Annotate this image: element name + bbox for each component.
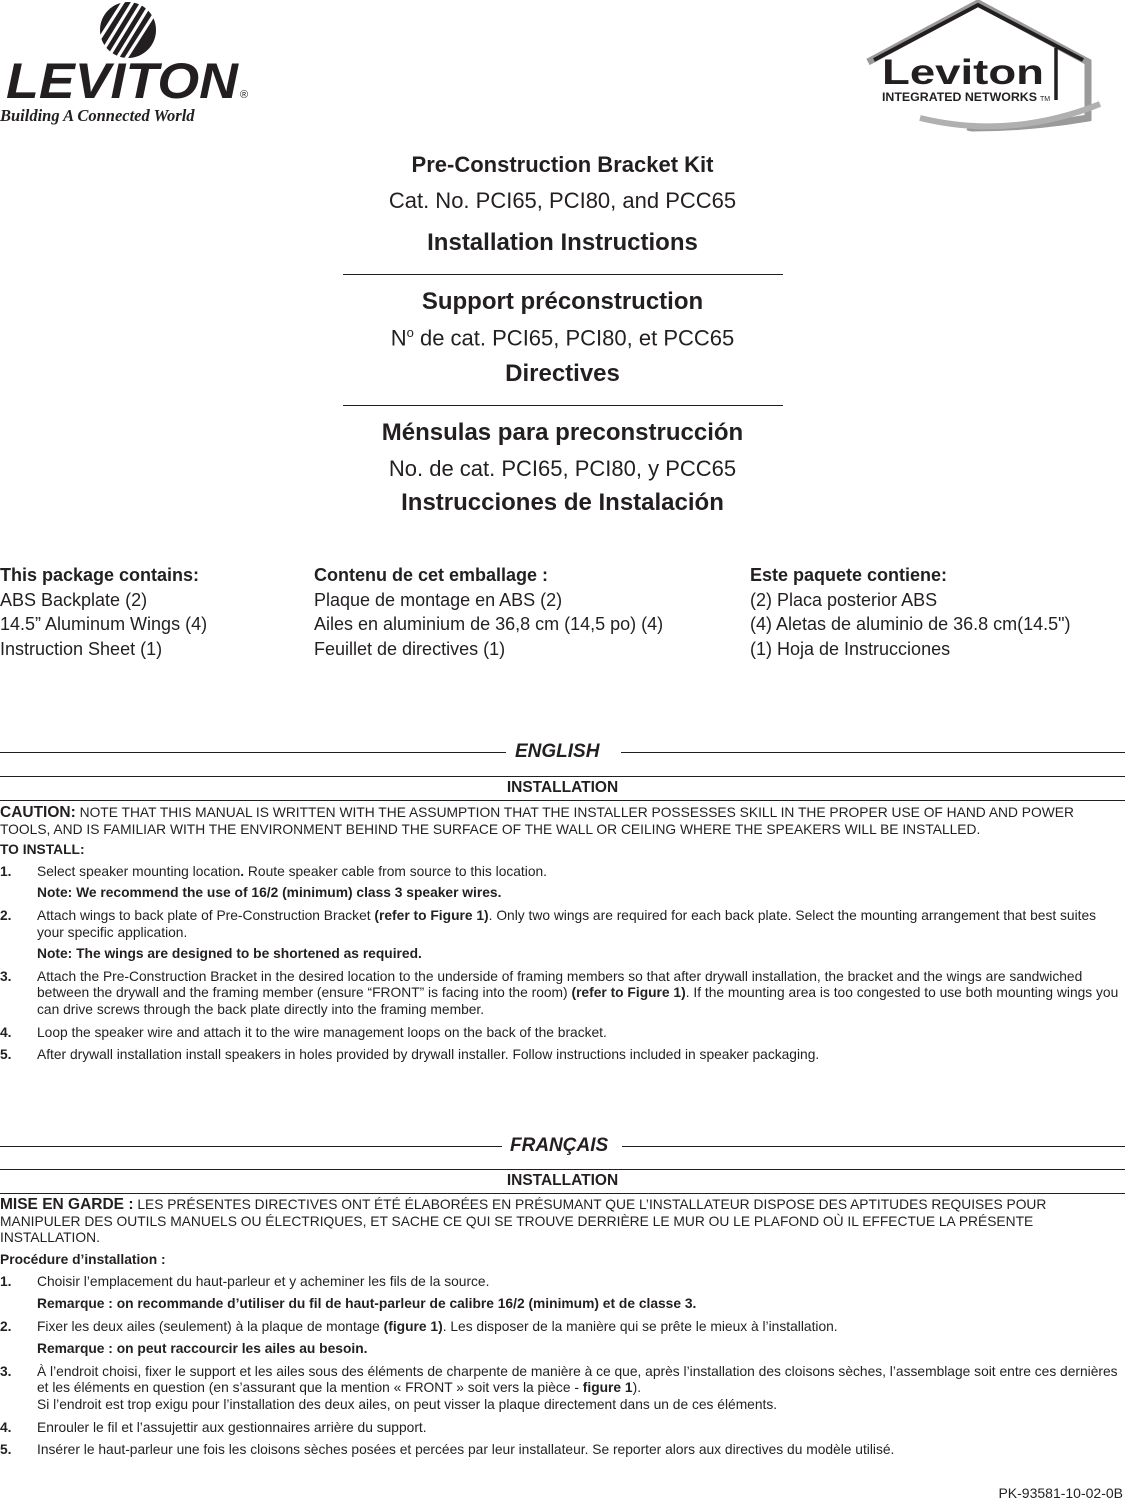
step-2-fr: 2. Fixer les deux ailes (seulement) à la plaque de montage (figure 1). Les disposer de la manière qui se prête le mieux à l’installation.: [0, 1318, 838, 1334]
step-5-en: 5. After drywall installation install speakers in holes provided by drywall installer. Follow instructions included in speaker packaging.: [0, 1047, 820, 1063]
section-title-english: ENGLISH: [515, 741, 600, 762]
section-rule: [0, 776, 1125, 777]
svg-text:®: ®: [240, 89, 249, 101]
step-5-fr: 5. Insérer le haut-parleur une fois les cloisons sèches posées et percées par leur installateur. Se reporter alors aux directives du modèle utilisé.: [0, 1442, 895, 1458]
step-1-en: 1. Select speaker mounting location. Route speaker cable from source to this location.: [0, 863, 548, 879]
section-rule: [621, 752, 1125, 753]
note-2-en: Note: The wings are designed to be shortened as required.: [37, 946, 422, 962]
house-outline-icon: [860, 0, 1125, 135]
english-body: [0, 805, 1125, 1064]
title-divider: [343, 274, 783, 275]
to-install-heading: TO INSTALL:: [0, 842, 85, 858]
leviton-mark-icon: [0, 0, 260, 108]
section-rule: [0, 752, 506, 753]
title-es-cat: No. de cat. PCI65, PCI80, y PCC65: [388, 456, 737, 481]
title-fr-product: Support préconstruction: [421, 288, 704, 315]
title-es-product: Ménsulas para preconstrucción: [381, 419, 744, 446]
french-body: [0, 1197, 1125, 1459]
section-rule: [622, 1146, 1125, 1147]
contents-en: This package contains: ABS Backplate (2) 14.5” Aluminum Wings (4) Instruction Sheet (1): [0, 565, 208, 659]
contents-fr: Contenu de cet emballage : Plaque de montage en ABS (2) Ailes en aluminium de 36,8 cm (14,5 po) (4) Feuillet de directives (1): [314, 565, 664, 659]
leviton-wordmark: LEVITON: [6, 53, 239, 108]
document-code: PK-93581-10-02-0B: [998, 1485, 1123, 1501]
section-rule: [0, 1169, 1125, 1170]
leviton-integrated-networks-logo: [860, 0, 1125, 135]
step-4-en: 4. Loop the speaker wire and attach it to the wire management loops on the back of the bracket.: [0, 1024, 607, 1040]
title-fr-cat: $N^o$ de cat. PCI65, PCI80, et PCC65: [390, 325, 735, 351]
installation-heading-en: INSTALLATION: [506, 779, 619, 796]
slogan: Building A Connected World: [0, 106, 195, 125]
leviton-logo: [0, 0, 260, 130]
contents-es: Este paquete contiene: (2) Placa posterior ABS (4) Aletas de aluminio de 36.8 cm(14.5") (1) Hoja de Instrucciones: [750, 565, 1071, 659]
section-title-french: FRANÇAIS: [510, 1135, 609, 1156]
section-rule: [0, 800, 1125, 801]
procedure-heading: Procédure d’installation :: [0, 1251, 166, 1267]
note-1-fr: Remarque : on recommande d’utiliser du fil de haut-parleur de calibre 16/2 (minimum) et de classe 3.: [37, 1295, 697, 1311]
installation-heading-fr: INSTALLATION: [506, 1172, 619, 1189]
caution-en: CAUTION: NOTE THAT THIS MANUAL IS WRITTEN WITH THE ASSUMPTION THAT THE INSTALLER POSSESSES SKILL IN THE PROPER USE OF HAND AND POWER TOOLS, AND IS FAMILIAR WITH THE ENVIRONMENT BEHIND THE SURFACE OF THE WALL OR CEILING WHERE THE SPEAKERS WILL BE INSTALLED.: [0, 804, 1074, 837]
title-divider: [343, 405, 783, 406]
svg-text:INTEGRATED NETWORKS: INTEGRATED NETWORKS: [882, 90, 1037, 104]
note-2-fr: Remarque : on peut raccourcir les ailes au besoin.: [37, 1341, 368, 1357]
step-3-fr: 3. À l’endroit choisi, fixer le support et les ailes sous des éléments de charpente de manière à ce que, après l’installation des cloisons sèches, l’assemblage soit entre ces dernières et les éléments en question (en s’assurant que la mention « FRONT » soit vers la pièce - figure 1). Si l’endroit est trop exigu pour l’installation des deux ailes, on peut visser la plaque directement dans un de ces éléments.: [0, 1363, 1118, 1412]
svg-text:TM: TM: [1040, 96, 1051, 103]
title-en-product: Pre-Construction Bracket Kit: [411, 152, 714, 177]
section-rule: [0, 1146, 502, 1147]
step-1-fr: 1. Choisir l’emplacement du haut-parleur et y acheminer les fils de la source.: [0, 1274, 490, 1290]
title-fr-doc: Directives: [505, 360, 620, 387]
caution-fr: MISE EN GARDE : LES PRÉSENTES DIRECTIVES ONT ÉTÉ ÉLABORÉES EN PRÉSUMANT QUE L’INSTALLATEUR DISPOSE DES APTITUDES REQUISES POUR MANIPULER DES OUTILS MANUELS OU ÉLECTRIQUES, ET SACHE CE QUI SE TROUVE DERRIÈRE LE MUR OU LE PLAFOND OÙ IL EFFECTUE LA PRÉSENTE INSTALLATION.: [0, 1196, 1047, 1246]
title-en-doc: Installation Instructions: [427, 229, 698, 256]
step-2-en: 2. Attach wings to back plate of Pre-Construction Bracket (refer to Figure 1). Only two wings are required for each back plate. Select the mounting arrangement that best suites your specific application.: [0, 907, 1097, 940]
section-rule: [0, 1193, 1125, 1194]
title-en-cat: Cat. No. PCI65, PCI80, and PCC65: [388, 188, 737, 213]
step-3-en: 3. Attach the Pre-Construction Bracket in the desired location to the underside of framing members so that after drywall installation, the bracket and the wings are sandwiched between the drywall and the framing member (ensure “FRONT” is facing into the room) (refer to Figure 1). If the mounting area is too congested to use both mounting wings you can drive screws through the back plate directly into the framing member.: [0, 968, 1119, 1017]
title-es-doc: Instrucciones de Instalación: [401, 489, 724, 516]
note-1-en: Note: We recommend the use of 16/2 (minimum) class 3 speaker wires.: [37, 885, 502, 901]
leviton-wordmark-right: Leviton: [882, 53, 1044, 92]
step-4-fr: 4. Enrouler le fil et l’assujettir aux gestionnaires arrière du support.: [0, 1419, 427, 1435]
